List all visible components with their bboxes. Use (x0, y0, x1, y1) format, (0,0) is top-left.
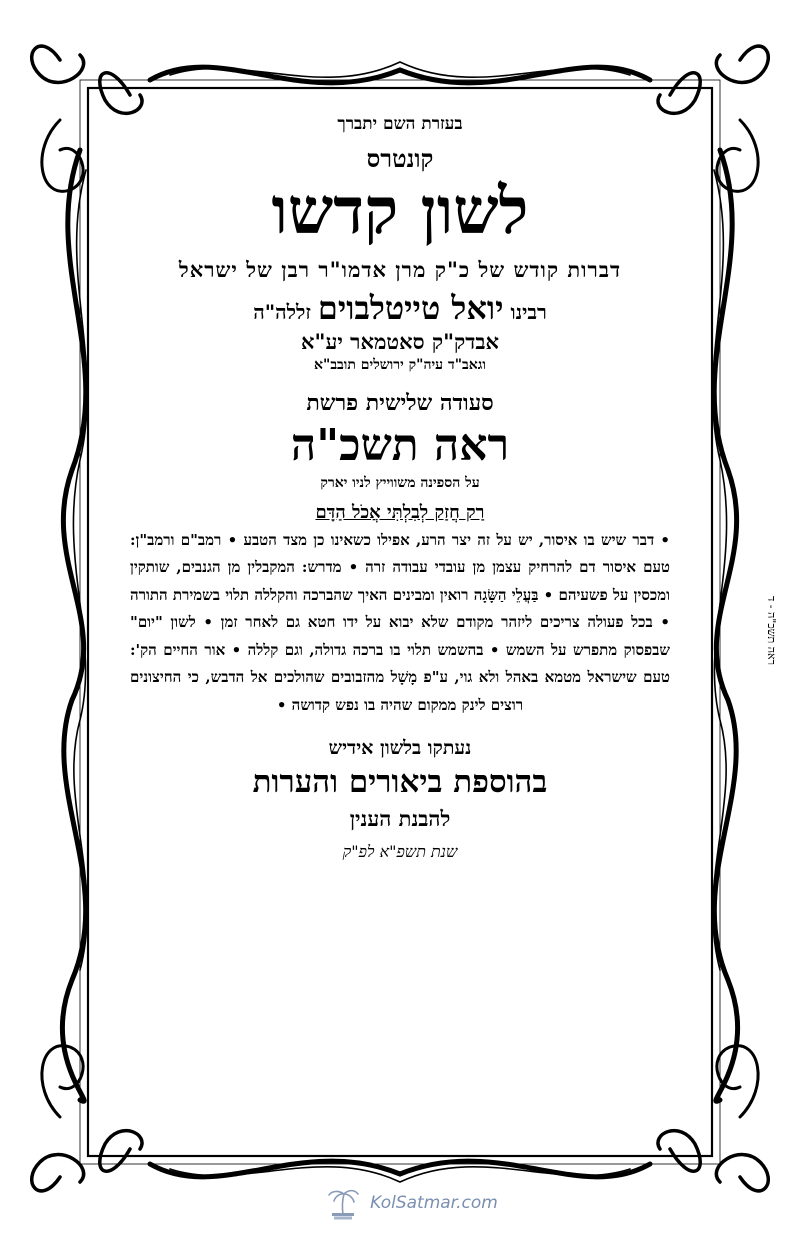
rabeinu-prefix: רבינו (510, 300, 547, 325)
site-name[interactable]: KolSatmar.com (370, 1193, 498, 1213)
publication-year: שנת תשפ"א לפ"ק (342, 842, 458, 862)
palm-tree-books-icon (322, 1185, 364, 1221)
occasion-label: סעודה שלישית פרשת (306, 390, 494, 417)
parsha-year: ראה תשכ"ה (290, 420, 510, 472)
topics-summary: • דבר שיש בו איסור, יש על זה יצר הרע, אפילו כשאינו כן מצד הטבע • רמב"ם ורמב"ן: טעם איסור דם להרחיק עצמן מן עובדי עבודה זרה • מדרש: המקבלין מן הגנבים, שותקין ומכסין על פשעיהם • בַּעֲלֵי הַשָּׂגָה רואין ומבינים האיך שהברכה והקללה תלוי בשמירת התורה • בכל פעולה צריכים ליזהר מקודם שלא יבוא על ידו חטא גם לאחר זמן • לשון "יום" שבפסוק מתפרש על השמש • בהשמש תלוי בו ברכה גדולה, וגם קללה • אור החיים הק': טעם שישראל מטמא באהל ולא גוי, ע"פ מָשָׁל מהזבובים שהולכים אל הדבש, כי החיצונים רוצים לינק ממקום שהיה בו נפש קדושה • (130, 530, 670, 714)
be-ezras-hashem: בעזרת השם יתברך (337, 114, 463, 134)
translation-note: נעתקו בלשון אידיש (328, 737, 472, 760)
title-page-content (130, 108, 670, 1158)
location-note: על הספינה משווייץ לניו יארק (320, 474, 480, 491)
additions-note: בהוספת ביאורים והערות (252, 764, 548, 801)
rabeinu-suffix: זללה"ה (253, 300, 311, 325)
author-title-satmar: אבדק"ק סאטמאר יע"א (301, 329, 499, 355)
side-page-label: ראה תשכ"ה - ד (765, 595, 779, 665)
kuntres-label: קונטרס (366, 144, 434, 173)
understanding-note: להבנת הענין (349, 806, 451, 832)
author-title-jerusalem: וגאב"ד עיה"ק ירושלים תובב"א (314, 357, 486, 374)
author-name: יואל טייטלבוים (317, 289, 504, 328)
footer-branding[interactable] (290, 1183, 530, 1223)
main-title: לשון קדשו (271, 174, 529, 249)
author-intro: דברות קודש של כ"ק מרן אדמו"ר רבן של ישראל (178, 257, 622, 283)
author-name-line (130, 289, 670, 327)
verse-heading: רַק חֲזַק לְבִלְתִּי אֲכֹל הַדָּם (315, 501, 485, 523)
